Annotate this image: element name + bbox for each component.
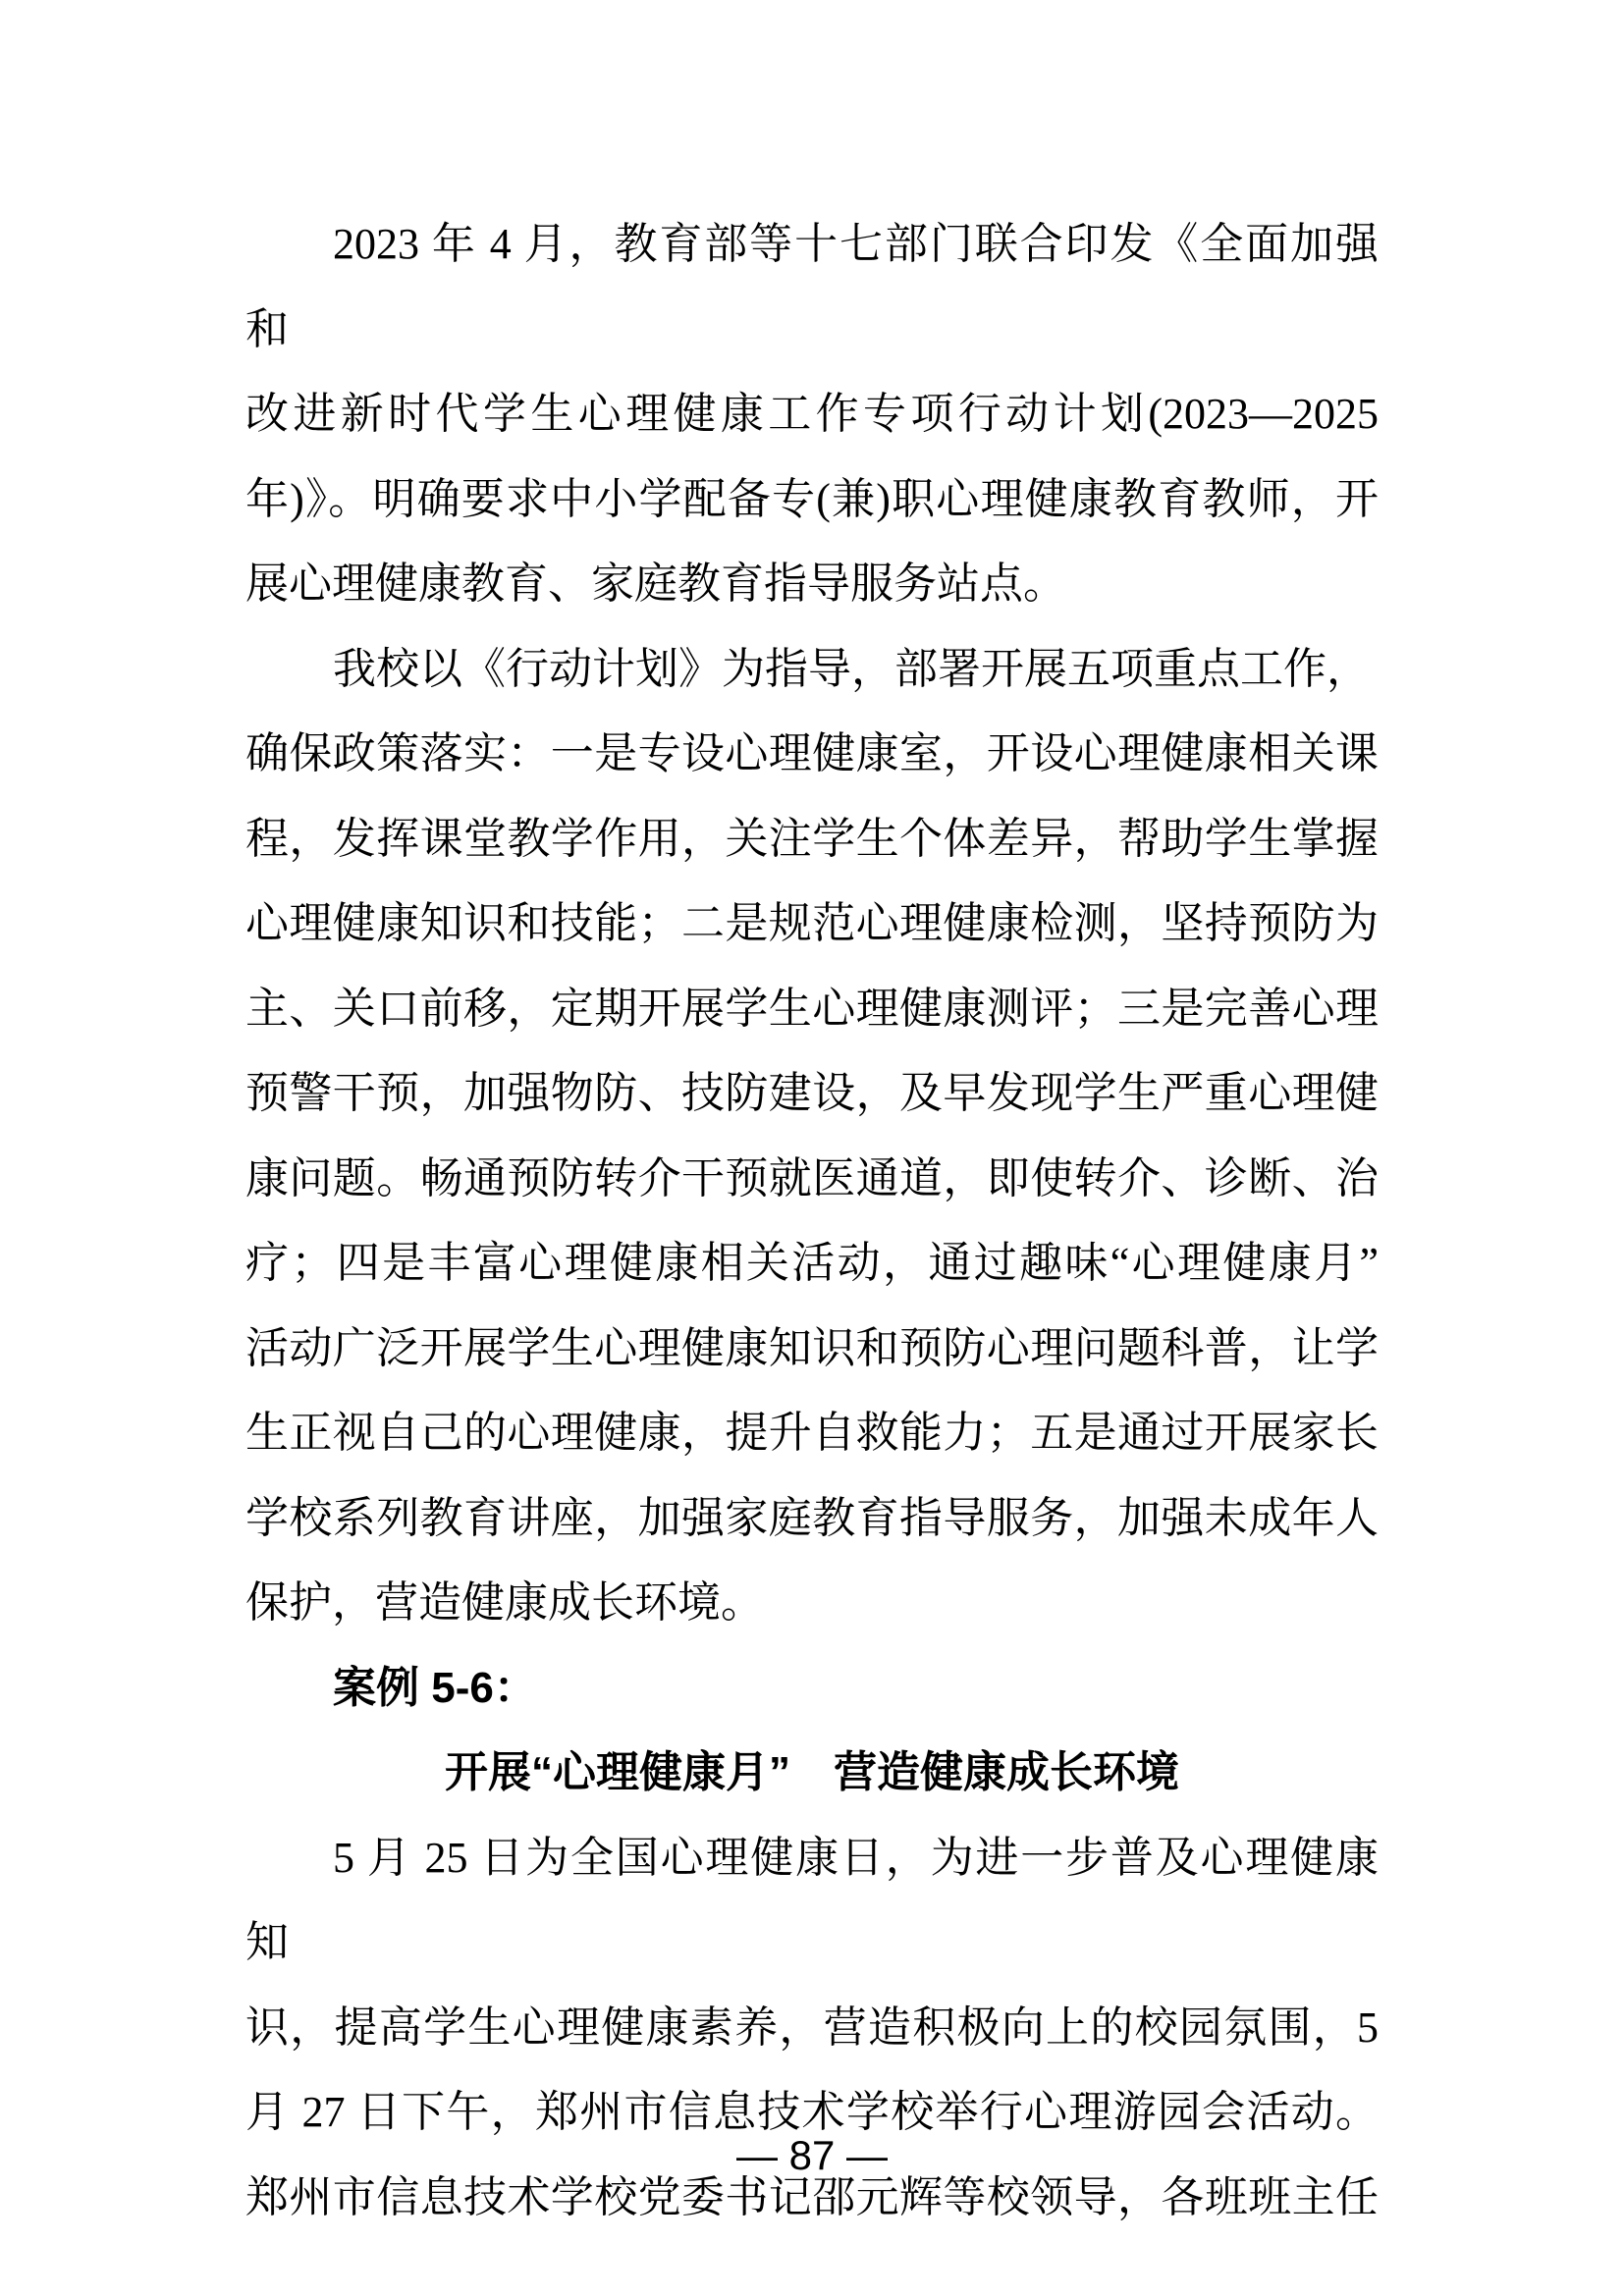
text-line: 识，提高学生心理健康素养，营造积极向上的校园氛围，5 — [245, 2002, 1379, 2052]
page-number: — 87 — — [735, 2132, 889, 2178]
case-heading — [245, 1731, 1379, 1816]
text-line: 改进新时代学生心理健康工作专项行动计划(2023—2025 — [245, 390, 1379, 438]
text-line: 主、关口前移，定期开展学生心理健康测评；三是完善心理 — [245, 984, 1379, 1033]
text-line: 确保政策落实：一是专设心理健康室，开设心理健康相关课 — [245, 729, 1379, 777]
text-line: 展心理健康教育、家庭教育指导服务站点。 — [245, 560, 1066, 608]
text-line: 月 27 日下午，郑州市信息技术学校举行心理游园会活动。 — [245, 2088, 1379, 2136]
text-line: 康问题。畅通预防转介干预就医通道，即使转介、诊断、治 — [245, 1153, 1379, 1202]
text-line: 案例 5-6： — [333, 1663, 537, 1712]
text-line: 郑州市信息技术学校党委书记邵元辉等校领导，各班班主任 — [245, 2172, 1379, 2221]
paragraph-policy — [245, 202, 1379, 627]
text-line: 疗；四是丰富心理健康相关活动，通过趣味“心理健康月” — [245, 1239, 1379, 1287]
text-line: 活动广泛开展学生心理健康知识和预防心理问题科普，让学 — [245, 1323, 1379, 1372]
page-footer — [0, 2132, 1624, 2179]
case-label-5-6 — [245, 1646, 1379, 1732]
text-line: 程，发挥课堂教学作用，关注学生个体差异，帮助学生掌握 — [245, 814, 1379, 863]
text-line: 预警干预，加强物防、技防建设，及早发现学生严重心理健 — [245, 1069, 1379, 1117]
text-line: 年)》。明确要求中小学配备专(兼)职心理健康教育教师，开 — [245, 474, 1379, 523]
text-line: 2023 年 4 月，教育部等十七部门联合印发《全面加强和 — [245, 220, 1379, 353]
text-line: 开展“心理健康月” 营造健康成长环境 — [445, 1748, 1179, 1796]
text-line: 生正视自己的心理健康，提升自救能力；五是通过开展家长 — [245, 1409, 1379, 1457]
paragraph-school-plan — [245, 627, 1379, 1646]
text-line: 我校以《行动计划》为指导，部署开展五项重点工作， — [333, 644, 1370, 693]
text-line: 心理健康知识和技能；二是规范心理健康检测，坚持预防为 — [245, 899, 1379, 947]
text-line: 5 月 25 日为全国心理健康日，为进一步普及心理健康知 — [245, 1833, 1379, 1966]
text-line: 学校系列教育讲座，加强家庭教育指导服务，加强未成年人 — [245, 1493, 1379, 1542]
text-line: 保护，营造健康成长环境。 — [245, 1578, 764, 1627]
text-body — [245, 202, 1379, 2240]
